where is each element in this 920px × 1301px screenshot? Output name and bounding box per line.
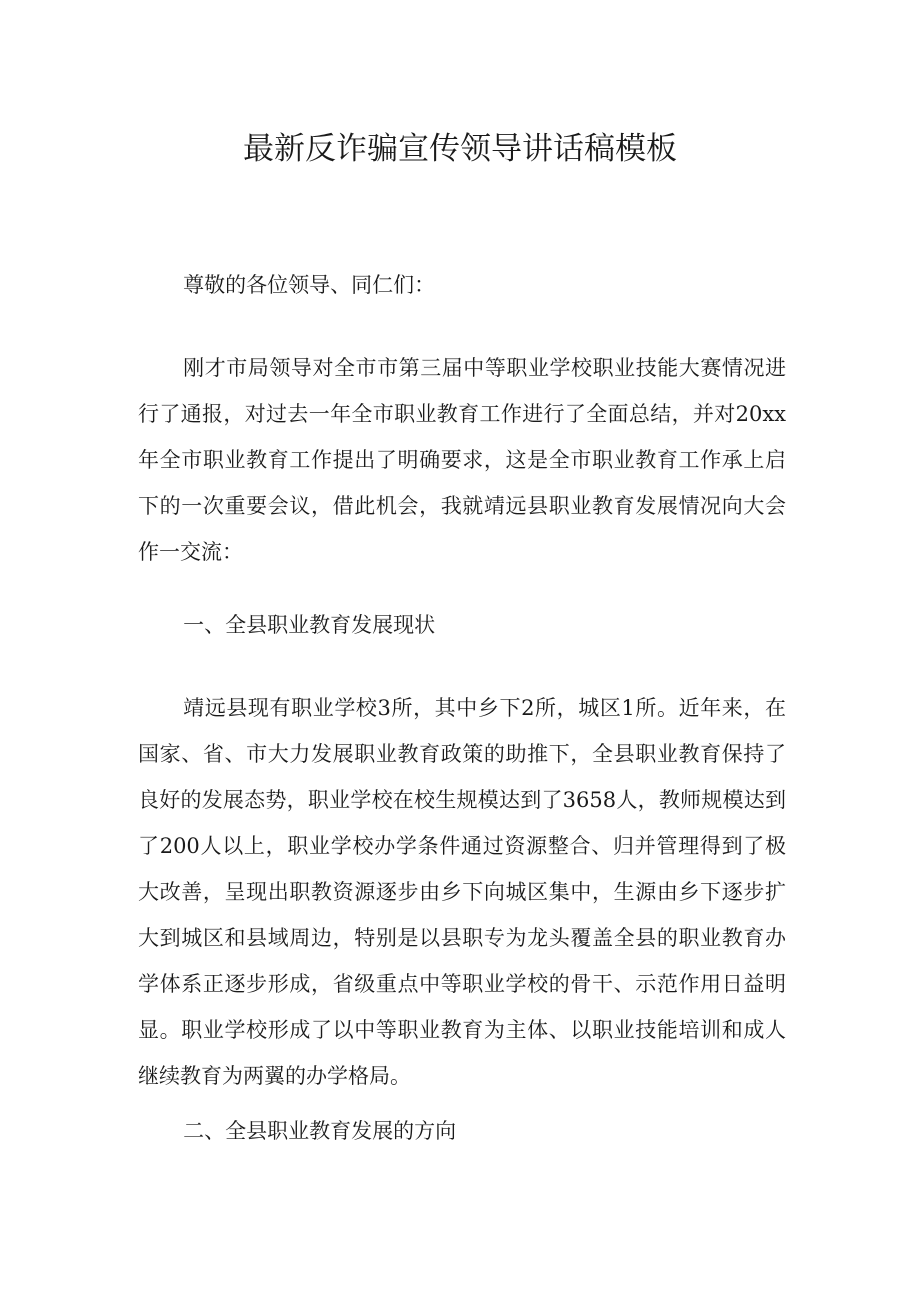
section-heading-1: 一、全县职业教育发展现状 — [183, 613, 436, 637]
paragraph-status: 靖远县现有职业学校3所，其中乡下2所，城区1所。近年来，在国家、省、市大力发展职业教育政策的助推下，全县职业教育保持了良好的发展态势，职业学校在校生规模达到了3658人，教师规模达到了200人以上，职业学校办学条件通过资源整合、归并管理得到了极大改善，呈现出职教资源逐步由乡下向城区集中，生源由乡下逐步扩大到城区和县域周边，特别是以县职专为龙头覆盖全县的职业教育办学体系正逐步形成，省级重点中等职业学校的骨干、示范作用日益明显。职业学校形成了以中等职业教育为主体、以职业技能培训和成人继续教育为两翼的办学格局。 — [138, 696, 786, 1088]
document-title: 最新反诈骗宣传领导讲话稿模板 — [243, 131, 677, 167]
paragraph-intro: 刚才市局领导对全市市第三届中等职业学校职业技能大赛情况进行了通报，对过去一年全市职业教育工作进行了全面总结，并对20xx年全市职业教育工作提出了明确要求，这是全市职业教育工作承上启下的一次重要会议，借此机会，我就靖远县职业教育发展情况向大会作一交流： — [138, 356, 786, 564]
section-heading-2: 二、全县职业教育发展的方向 — [183, 1119, 457, 1143]
salutation: 尊敬的各位领导、同仁们： — [183, 273, 436, 297]
